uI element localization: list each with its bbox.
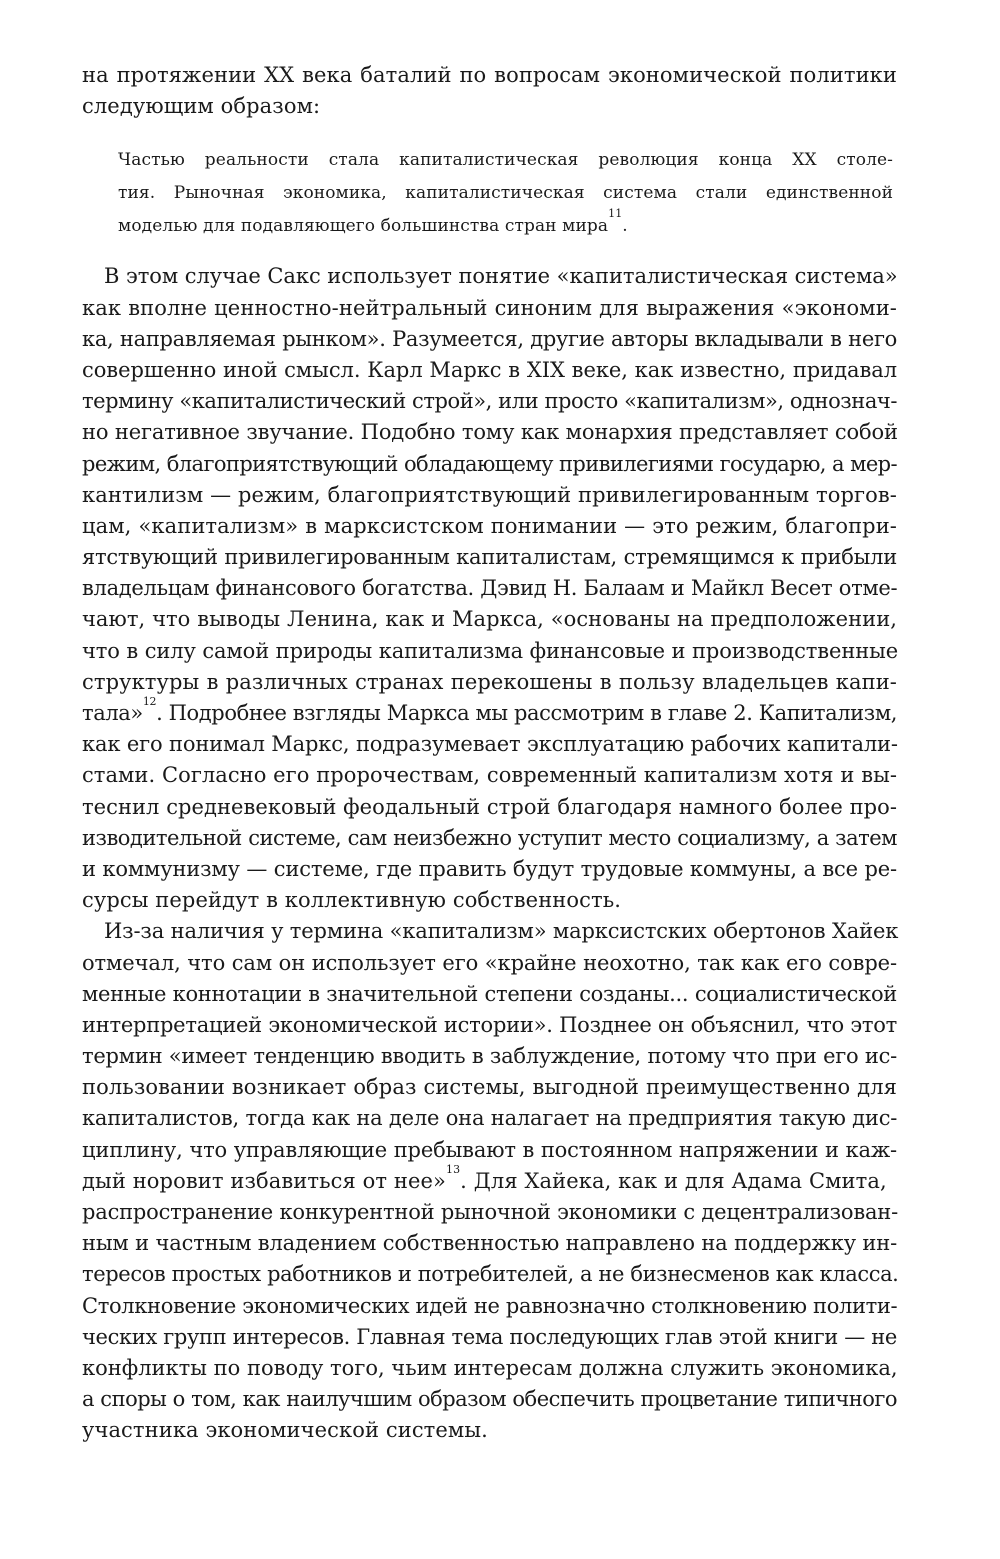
text-segment: . Подробнее взгляды Маркса мы рассмотрим в главе 2. Капитализм,	[156, 701, 898, 725]
footnote-ref-11: 11	[608, 207, 623, 221]
text-line: менные коннотации в значительной степени созданы... социалистической	[82, 981, 897, 1006]
text-line: тересов простых работников и потребителей, а не бизнесменов как класса.	[82, 1262, 899, 1287]
text-line: следующим образом:	[82, 94, 321, 119]
text-line	[82, 1162, 897, 1197]
text-line: на протяжении XX века баталий по вопросам экономической политики	[82, 63, 897, 87]
text-segment: . Для Хайека, как и для Адама Смита,	[460, 1168, 887, 1193]
text-line: Из-за наличия у термина «капитализм» марксистских обертонов Хайек	[104, 919, 899, 944]
text-line: структуры в различных странах перекошены в пользу владельцев капи-	[82, 669, 897, 694]
text-line: Столкновение экономических идей не равнозначно столкновению полити-	[82, 1293, 898, 1318]
text-line: владельцам финансового богатства. Дэвид Н. Балаам и Майкл Весет отме-	[82, 576, 898, 601]
text-line: ятствующий привилегированным капиталистам, стремящимся к прибыли	[82, 545, 897, 570]
text-line: конфликты по поводу того, чьим интересам должна служить экономика,	[82, 1355, 898, 1380]
text-line: чают, что выводы Ленина, как и Маркса, «основаны на предположении,	[82, 607, 897, 632]
text-line: пользовании возникает образ системы, выгодной преимущественно для	[82, 1075, 897, 1100]
text-line: что в силу самой природы капитализма финансовые и производственные	[82, 638, 899, 663]
text-line: отмечал, что сам он использует его «крайне неохотно, так как его совре-	[82, 950, 897, 975]
text-line: стами. Согласно его пророчествам, современный капитализм хотя и вы-	[82, 763, 897, 788]
intro-paragraph	[82, 60, 897, 122]
text-segment: тала»	[82, 701, 143, 725]
quote-line: Частью реальности стала капиталистическая революция конца XX столе-	[118, 150, 893, 171]
text-line: цам, «капитализм» в марксистском понимании — это режим, благопри-	[82, 513, 897, 538]
text-line: участника экономической системы.	[82, 1418, 488, 1443]
text-line: В этом случае Сакс использует понятие «капиталистическая система»	[104, 264, 898, 289]
text-line: ка, направляемая рынком». Разумеется, другие авторы вкладывали в него	[82, 326, 897, 351]
text-line: как его понимал Маркс, подразумевает эксплуатацию рабочих капитали-	[82, 732, 898, 757]
quote-line: тия. Рыночная экономика, капиталистическая система стали единственной	[118, 183, 893, 204]
text-line: как вполне ценностно-нейтральный синоним для выражения «экономи-	[82, 295, 897, 320]
book-page	[82, 60, 897, 1447]
footnote-ref-12: 12	[142, 695, 157, 708]
text-line: ным и частным владением собственностью направлено на поддержку ин-	[82, 1231, 898, 1256]
text-line: распространение конкурентной рыночной экономики с децентрализован-	[82, 1200, 898, 1224]
text-line: интерпретацией экономической истории». Позднее он объяснил, что этот	[82, 1012, 897, 1037]
text-line	[82, 695, 898, 729]
text-line: циплину, что управляющие пребывают в постоянном напряжении и каж-	[82, 1137, 897, 1162]
paragraph-2	[82, 916, 897, 1446]
text-line: кантилизм — режим, благоприятствующий привилегированным торгов-	[82, 482, 897, 507]
text-line: сурсы перейдут в коллективную собственность.	[82, 888, 622, 913]
text-segment: дый норовит избавиться от нее»	[82, 1168, 446, 1193]
text-line: но негативное звучание. Подобно тому как монархия представляет собой	[82, 420, 898, 445]
text-line: термину «капиталистический строй», или просто «капитализм», однознач-	[82, 389, 897, 414]
text-line: капиталистов, тогда как на деле она налагает на предприятия такую дис-	[82, 1106, 898, 1131]
text-line: теснил средневековый феодальный строй благодаря намного более про-	[82, 794, 897, 819]
text-line: а споры о том, как наилучшим образом обеспечить процветание типичного	[82, 1387, 897, 1412]
text-line: и коммунизму — системе, где править будут трудовые коммуны, а все ре-	[82, 856, 897, 881]
quote-line: моделью для подавляющего большинства стран мира$^{11}$.	[118, 207, 628, 237]
text-line: режим, благоприятствующий обладающему привилегиями государю, а мер-	[82, 451, 897, 476]
paragraph-1	[82, 261, 897, 916]
text-line: изводительной системе, сам неизбежно уступит место социализму, а затем	[82, 825, 897, 850]
footnote-ref-13: 13	[445, 1162, 461, 1176]
text-line: совершенно иной смысл. Карл Маркс в XIX веке, как известно, придавал	[82, 357, 897, 382]
text-line: термин «имеет тенденцию вводить в заблуждение, потому что при его ис-	[82, 1044, 897, 1069]
quote-text: моделью для подавляющего большинства стран мира	[118, 216, 609, 237]
text-line: ческих групп интересов. Главная тема последующих глав этой книги — не	[82, 1324, 897, 1349]
block-quote	[82, 144, 893, 243]
